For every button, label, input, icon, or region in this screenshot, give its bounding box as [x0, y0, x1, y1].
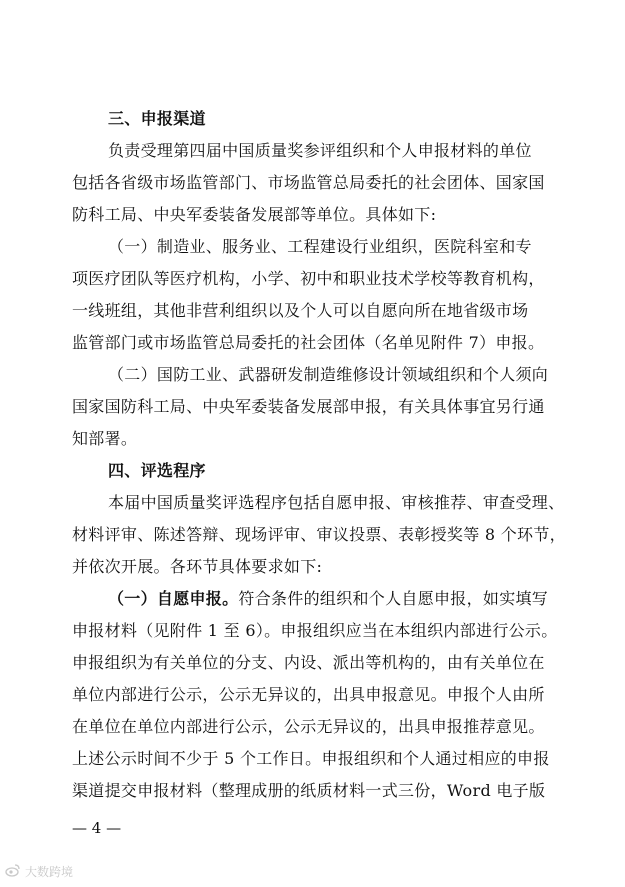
paragraph-line: 在单位在单位内部进行公示，公示无异议的，出具申报推荐意见。	[72, 717, 545, 736]
section-heading-application-channels: 三、申报渠道	[108, 109, 206, 128]
paragraph-line	[108, 588, 548, 610]
paragraph-line: 渠道提交申报材料（整理成册的纸质材料一式三份，Word 电子版	[72, 781, 546, 800]
paragraph-line: 并依次开展。各环节具体要求如下:	[72, 557, 323, 576]
paragraph-line: 一线班组，其他非营利组织以及个人可以自愿向所在地省级市场	[72, 301, 529, 320]
watermark	[5, 862, 73, 881]
page-number: — 4 —	[72, 819, 122, 837]
paragraph-line: 项医疗团队等医疗机构，小学、初中和职业技术学校等教育机构，	[72, 269, 545, 288]
subsection-lead-voluntary-application: （一）自愿申报。	[108, 589, 239, 608]
paragraph-line: 本届中国质量奖评选程序包括自愿申报、审核推荐、审查受理、	[108, 493, 565, 512]
paragraph-line: （一）制造业、服务业、工程建设行业组织，医院科室和专	[108, 237, 532, 256]
paragraph-line: 申报材料（见附件 1 至 6）。申报组织应当在本组织内部进行公示。	[72, 621, 558, 640]
paragraph-line: 负责受理第四届中国质量奖参评组织和个人申报材料的单位	[108, 141, 532, 160]
paragraph-line: 单位内部进行公示，公示无异议的，出具申报意见。申报个人由所	[72, 685, 545, 704]
paragraph-line: 监管部门或市场监管总局委托的社会团体（名单见附件 7）申报。	[72, 333, 545, 352]
paragraph-line: 上述公示时间不少于 5 个工作日。申报组织和个人通过相应的申报	[72, 749, 550, 768]
section-heading-selection-procedure: 四、评选程序	[108, 461, 206, 480]
weibo-icon	[5, 862, 21, 881]
paragraph-line: 防科工局、中央军委装备发展部等单位。具体如下:	[72, 205, 437, 224]
paragraph-line: 申报组织为有关单位的分支、内设、派出等机构的，由有关单位在	[72, 653, 545, 672]
paragraph-line: （二）国防工业、武器研发制造维修设计领域组织和个人须向	[108, 365, 549, 384]
paragraph-line: 知部署。	[72, 429, 138, 448]
paragraph-line: 国家国防科工局、中央军委装备发展部申报，有关具体事宜另行通	[72, 397, 545, 416]
paragraph-line: 材料评审、陈述答辩、现场评审、审议投票、表彰授奖等 8 个环节，	[72, 525, 566, 544]
paragraph-line: 包括各省级市场监管部门、市场监管总局委托的社会团体、国家国	[72, 173, 545, 192]
watermark-text: 大数跨境	[25, 865, 74, 879]
paragraph-line-rest: 符合条件的组织和个人自愿申报，如实填写	[238, 589, 549, 608]
